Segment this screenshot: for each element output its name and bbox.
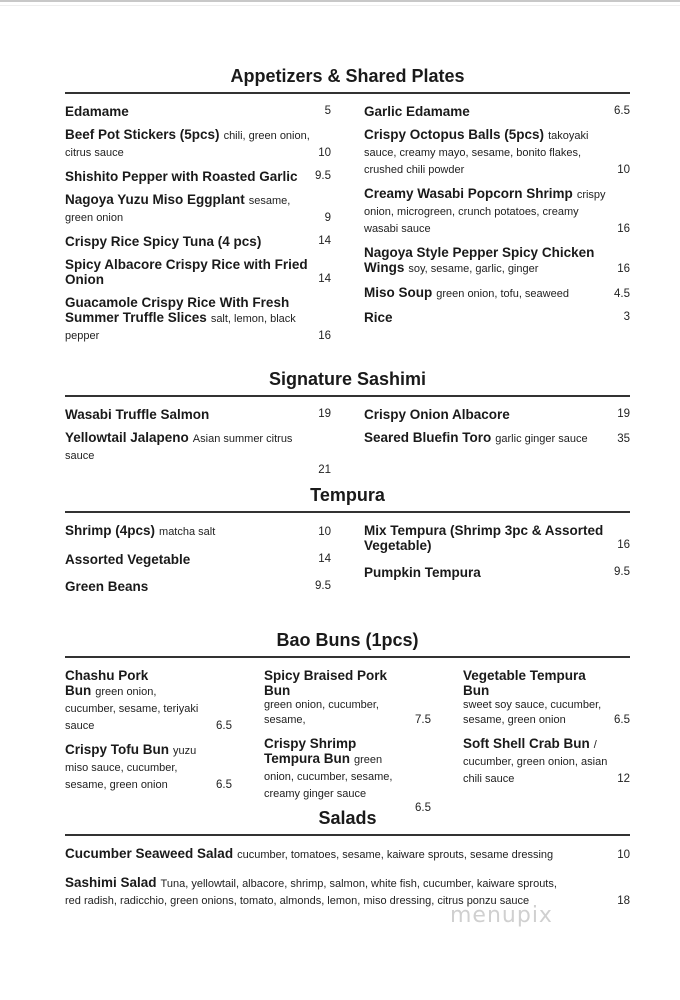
item-price: 9.5 bbox=[315, 580, 331, 592]
section-bao-buns bbox=[65, 628, 630, 814]
menu-item bbox=[65, 234, 331, 249]
item-description: takoyaki sauce, creamy mayo, sesame, bonito flakes, crushed chili powder bbox=[364, 130, 589, 176]
item-name: Shrimp (4pcs) bbox=[65, 523, 156, 538]
menu-item bbox=[65, 257, 331, 287]
item-price: 14 bbox=[318, 273, 331, 285]
item-name: Crispy Onion Albacore bbox=[364, 407, 510, 422]
item-price: 16 bbox=[318, 330, 331, 342]
item-description: green onion, cucumber, sesame, teriyaki sauce bbox=[65, 686, 199, 732]
section-tempura bbox=[65, 483, 630, 602]
section-sashimi bbox=[65, 367, 630, 476]
item-price: 10 bbox=[617, 164, 630, 176]
item-description: sesame, green onion bbox=[65, 195, 291, 224]
section-divider bbox=[65, 834, 630, 836]
item-name: Seared Bluefin Toro bbox=[364, 430, 492, 445]
item-description: yuzu miso sauce, cucumber, sesame, green onion bbox=[65, 745, 197, 791]
item-description: Tuna, yellowtail, albacore, shrimp, salmon, white fish, cucumber, kaiware sprouts, red radish, radicchio, green onions, tomato, almonds, lemon, miso dressing, citrus ponzu sauce bbox=[65, 878, 557, 907]
appetizers-left-column bbox=[65, 104, 331, 352]
tempura-right-column bbox=[364, 523, 630, 602]
item-price: 3 bbox=[623, 311, 630, 323]
menu-item bbox=[264, 668, 431, 728]
menu-item bbox=[463, 736, 630, 787]
tempura-left-column bbox=[65, 523, 331, 602]
item-price: 14 bbox=[318, 235, 331, 247]
item-description: Asian summer citrus sauce bbox=[65, 433, 293, 462]
menu-item bbox=[65, 579, 331, 594]
item-price: 6.5 bbox=[614, 714, 630, 726]
menu-item bbox=[364, 186, 630, 237]
menu-item bbox=[65, 523, 331, 540]
item-price: 16 bbox=[617, 539, 630, 551]
sashimi-right-column bbox=[364, 407, 630, 472]
item-description: garlic ginger sauce bbox=[495, 433, 588, 445]
menu-item bbox=[65, 742, 232, 793]
item-price: 18 bbox=[617, 895, 630, 907]
menu-item bbox=[264, 736, 431, 814]
item-name: Vegetable Tempura Bun bbox=[463, 668, 586, 698]
menu-item bbox=[65, 846, 630, 863]
item-description: cucumber, tomatoes, sesame, kaiware sprouts, sesame dressing bbox=[237, 849, 554, 861]
item-price: 19 bbox=[617, 408, 630, 420]
item-name: Crispy Shrimp Tempura Bun bbox=[264, 736, 357, 766]
section-title: Tempura bbox=[310, 485, 385, 505]
item-name: Creamy Wasabi Popcorn Shrimp bbox=[364, 186, 573, 201]
menu-item bbox=[364, 127, 630, 178]
item-price: 14 bbox=[318, 553, 331, 565]
menu-item bbox=[65, 295, 331, 344]
menu-item bbox=[364, 565, 630, 580]
section-divider bbox=[65, 395, 630, 397]
item-name: Spicy Braised Pork Bun bbox=[264, 668, 388, 698]
item-name: Rice bbox=[364, 310, 393, 325]
item-price: 10 bbox=[617, 849, 630, 861]
section-divider bbox=[65, 656, 630, 658]
item-name: Garlic Edamame bbox=[364, 104, 470, 119]
item-price: 6.5 bbox=[216, 779, 232, 791]
menu-item bbox=[364, 407, 630, 422]
menu-item bbox=[364, 523, 630, 553]
menu-item bbox=[463, 668, 630, 728]
item-name: Crispy Tofu Bun bbox=[65, 742, 169, 757]
section-title: Signature Sashimi bbox=[268, 369, 427, 389]
item-name: Nagoya Style Pepper Spicy Chicken Wings bbox=[364, 245, 595, 275]
item-price: 4.5 bbox=[614, 288, 630, 300]
item-name: Wasabi Truffle Salmon bbox=[65, 407, 210, 422]
menu-item bbox=[65, 104, 331, 119]
section-divider bbox=[65, 92, 630, 94]
item-description: matcha salt bbox=[159, 526, 216, 538]
item-description: soy, sesame, garlic, ginger bbox=[408, 263, 539, 275]
item-price: 12 bbox=[617, 773, 630, 785]
item-price: 21 bbox=[318, 464, 331, 476]
item-name: Yellowtail Jalapeno bbox=[65, 430, 189, 445]
menu-item bbox=[65, 407, 331, 422]
item-description: green onion, tofu, seaweed bbox=[436, 288, 569, 300]
item-price: 10 bbox=[318, 526, 331, 538]
menu-item bbox=[364, 104, 630, 119]
item-price: 9 bbox=[324, 212, 331, 224]
appetizers-right-column bbox=[364, 104, 630, 352]
item-name: Mix Tempura (Shrimp 3pc & Assorted Vegetable) bbox=[364, 523, 604, 553]
item-name: Cucumber Seaweed Salad bbox=[65, 846, 234, 861]
item-price: 10 bbox=[318, 147, 331, 159]
item-price: 9.5 bbox=[315, 170, 331, 182]
menu-item bbox=[65, 552, 331, 567]
item-name: Beef Pot Stickers (5pcs) bbox=[65, 127, 220, 142]
item-price: 9.5 bbox=[614, 566, 630, 578]
section-appetizers bbox=[65, 64, 630, 352]
item-description: sweet soy sauce, cucumber, sesame, green onion bbox=[463, 699, 602, 726]
item-name: Assorted Vegetable bbox=[65, 552, 191, 567]
item-description: salt, lemon, black pepper bbox=[65, 313, 296, 342]
item-description: / cucumber, green onion, asian chili sauce bbox=[463, 739, 608, 785]
menupix-watermark: menupix bbox=[450, 903, 553, 928]
item-description: crispy onion, microgreen, crunch potatoes, creamy wasabi sauce bbox=[364, 189, 606, 235]
menu-item bbox=[364, 310, 630, 325]
item-price: 16 bbox=[617, 263, 630, 275]
item-name: Shishito Pepper with Roasted Garlic bbox=[65, 169, 298, 184]
item-name: Crispy Octopus Balls (5pcs) bbox=[364, 127, 545, 142]
menu-item bbox=[65, 169, 331, 184]
bao-column-2 bbox=[264, 668, 431, 814]
item-price: 6.5 bbox=[614, 105, 630, 117]
menu-item bbox=[65, 668, 232, 734]
top-edge-line-faint bbox=[0, 5, 680, 6]
item-name: Soft Shell Crab Bun bbox=[463, 736, 590, 751]
item-name: Green Beans bbox=[65, 579, 149, 594]
item-name: Guacamole Crispy Rice With Fresh Summer Truffle Slices bbox=[65, 295, 290, 325]
item-price: 19 bbox=[318, 408, 331, 420]
item-name: Sashimi Salad bbox=[65, 875, 157, 890]
section-salads bbox=[65, 806, 630, 917]
section-title: Appetizers & Shared Plates bbox=[230, 66, 465, 86]
item-name: Nagoya Yuzu Miso Eggplant bbox=[65, 192, 245, 207]
item-price: 6.5 bbox=[216, 720, 232, 732]
top-edge-line bbox=[0, 0, 680, 2]
item-price: 5 bbox=[324, 105, 331, 117]
item-price: 16 bbox=[617, 223, 630, 235]
item-price: 7.5 bbox=[415, 714, 431, 726]
item-name: Chashu Pork Bun bbox=[65, 668, 149, 698]
item-name: Pumpkin Tempura bbox=[364, 565, 481, 580]
item-name: Spicy Albacore Crispy Rice with Fried Onion bbox=[65, 257, 308, 287]
item-description: green onion, cucumber, sesame, creamy ginger sauce bbox=[264, 754, 393, 800]
menu-item bbox=[364, 245, 630, 277]
section-title: Bao Buns (1pcs) bbox=[276, 630, 419, 650]
item-description: chili, green onion, citrus sauce bbox=[65, 130, 310, 159]
item-price: 35 bbox=[617, 433, 630, 445]
menu-item bbox=[65, 192, 331, 226]
item-name: Crispy Rice Spicy Tuna (4 pcs) bbox=[65, 234, 262, 249]
menu-item bbox=[65, 127, 331, 161]
section-divider bbox=[65, 511, 630, 513]
bao-column-3 bbox=[463, 668, 630, 810]
menu-item bbox=[364, 285, 630, 302]
section-title: Salads bbox=[318, 808, 377, 828]
item-name: Edamame bbox=[65, 104, 129, 119]
item-name: Miso Soup bbox=[364, 285, 433, 300]
menu-item bbox=[364, 430, 630, 447]
item-description: green onion, cucumber, sesame, bbox=[264, 699, 379, 726]
item-price: 6.5 bbox=[415, 802, 431, 814]
menu-item bbox=[65, 430, 331, 476]
bao-column-1 bbox=[65, 668, 232, 810]
sashimi-left-column bbox=[65, 407, 331, 476]
